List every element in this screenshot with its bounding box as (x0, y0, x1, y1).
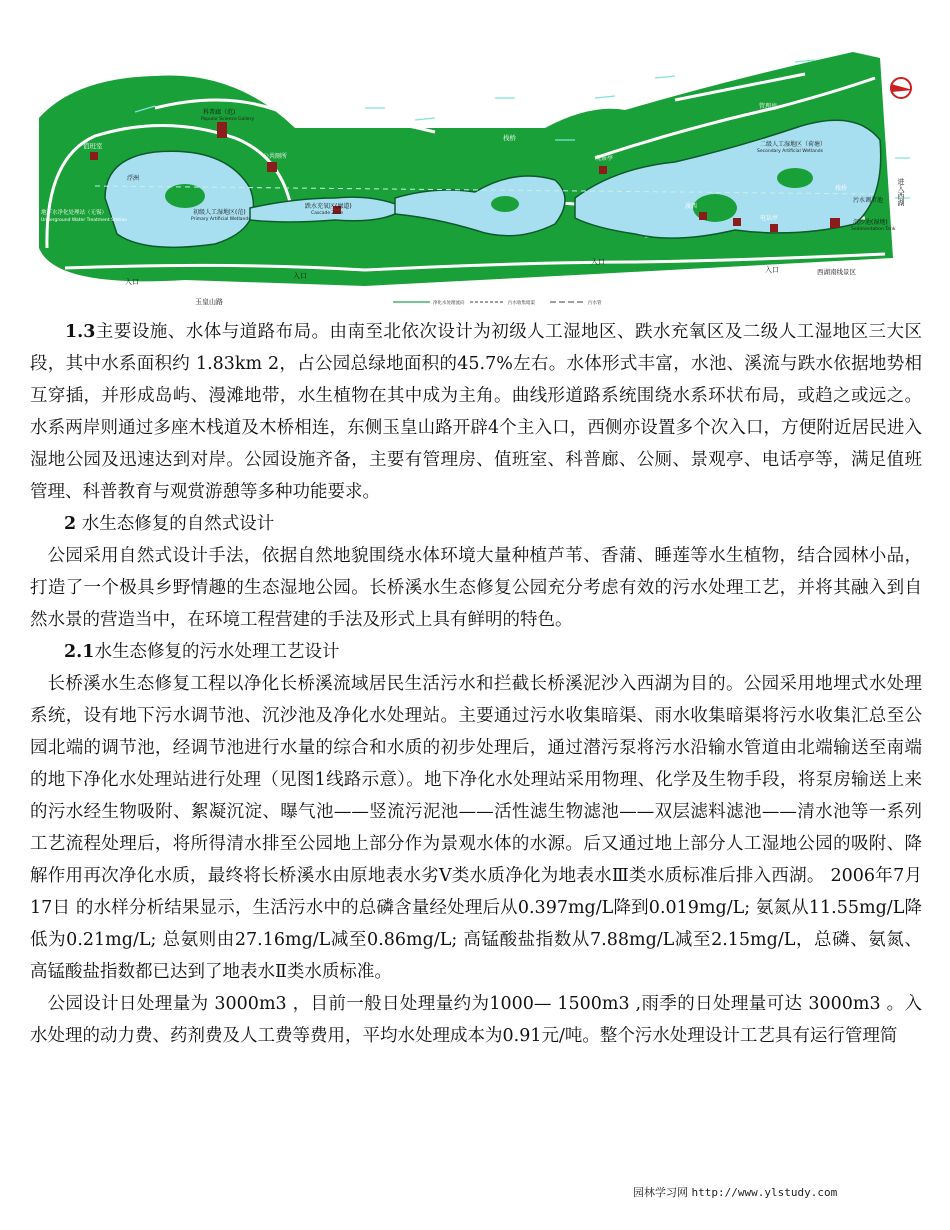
label-pond: 浮洲 (127, 175, 140, 182)
label-science-corridor-en: Popular Science Gallery (201, 117, 255, 122)
label-bridge-east: 栈桥 (835, 185, 848, 192)
label-road-south: 西湖南线景区 (817, 268, 856, 276)
label-sediment-tank-en: Sedimentation Tank (851, 227, 896, 232)
footer-site-name: 园林学习网 (633, 1186, 688, 1199)
label-secondary-wetland-en: Secondary Artificial Wetlands (757, 149, 823, 154)
legend-clean-label: 净化水处理流向 (433, 301, 465, 306)
label-primary-wetland: 初级人工湿地区(范) (193, 209, 246, 216)
label-secondary-wetland: 二级人工湿地区（荷塘） (760, 141, 827, 148)
heading-2-text: 水生态修复的自然式设计 (81, 514, 275, 534)
legend-collect-label: 污水收集暗渠 (508, 301, 535, 306)
section-1-3-text: 主要设施、水体与道路布局。由南至北依次设计为初级人工湿地区、跌水充氧区及二级人工湿地区三大区段，其中水系面积约 1.83km 2，占公园总绿地面积的45.7%左右。水体形式丰富，水池、溪流与跌水依据地势相互穿插，并形成岛屿、漫滩地带，水生植物在其中成为主角。曲线形道路系统围绕水系环状布局，或趋之或远之。水系两岸则通过多座木栈道及木桥相连，东侧玉皇山路开辟4个主入口，西侧亦设置多个次入口，方便附近居民进入湿地公园及迅速达到对岸。公园设施齐备，主要有管理房、值班室、科普廊、公厕、景观亭、电话亭等，满足值班管理、科普教育与观赏游憩等多种功能要求。 (30, 322, 922, 502)
label-entrance-west-lake: 进入西湖 (897, 178, 905, 206)
page-footer (633, 1184, 837, 1200)
heading-2-1 (30, 636, 922, 668)
label-duty-room: 值班室 (83, 142, 103, 150)
document-body (30, 316, 922, 1052)
label-bridge: 栈桥 (503, 134, 516, 142)
label-entrance-3: 入口 (591, 258, 605, 266)
paragraph-4: 公园设计日处理量为 3000m3 ，目前一般日处理量约为1000— 1500m3 ,雨季的日处理量可达 3000m3 。入水处理的动力费、药剂费及人工费等费用，平均水处理成本为0.91元/吨。整个污水处理设计工艺具有运行管理简 (30, 994, 922, 1046)
label-primary-wetland-en: Primary Artificial Wetlands (191, 217, 251, 222)
park-plan-map (35, 48, 915, 310)
label-cascade-zone-en: Cascade Zone (311, 211, 343, 216)
heading-2-number: 2 (64, 514, 77, 534)
section-1-3-paragraph (30, 316, 922, 508)
footer-url[interactable]: http://www.ylstudy.com (691, 1186, 838, 1199)
label-toilet: 公共厕所 (263, 153, 288, 160)
section-1-3-number: 1.3 (65, 322, 96, 342)
label-road-yuhuang: 玉皇山路 (195, 298, 223, 306)
label-sediment-tank: 沉沙池(湿地) (853, 219, 888, 226)
label-underground-station: 地下水净化处理站（无锡） (41, 210, 108, 216)
label-management: 管理房 (759, 103, 778, 110)
paragraph-3: 长桥溪水生态修复工程以净化长桥溪流域居民生活污水和拦截长桥溪泥沙入西湖为目的。公园采用地埋式水处理系统，设有地下污水调节池、沉沙池及净化水处理站。主要通过污水收集暗渠、雨水收集暗渠将污水收集汇总至公园北端的调节池，经调节池进行水量的综合和水质的初步处理后，通过潜污泵将污水沿输水管道由北端输送至南端的地下净化水处理站进行处理（见图1线路示意）。地下净化水处理站采用物理、化学及生物手段，将泵房输送上来的污水经生物吸附、絮凝沉淀、曝气池——竖流污泥池——活性滤生物滤池——双层滤料滤池——清水池等一系列工艺流程处理后，将所得清水排至公园地上部分作为景观水体的水源。后又通过地上部分人工湿地公园的吸附、降解作用再次净化水质，最终将长桥溪水由原地表水劣Ⅴ类水质净化为地表水Ⅲ类水质标准后排入西湖。 2006年7月17日 的水样分析结果显示，生活污水中的总磷含量经处理后从0.397mg/L降到0.019mg/L; 氨氮从11.55mg/L降低为0.21mg/L; 总氨则由27.16mg/L减至0.86mg/L; 高锰酸盐指数从7.88mg/L减至2.15mg/L，总磷、氨氮、高锰酸盐指数都已达到了地表水Ⅱ类水质标准。 (30, 674, 922, 982)
label-entrance-4: 入口 (765, 266, 779, 274)
label-hall: 渡西 (685, 203, 698, 210)
legend-sewage-label: 污水管 (588, 301, 602, 306)
label-viewing-pavilion: 观景亭 (595, 155, 614, 162)
label-cascade-zone: 跌水充氧区(廊道) (305, 203, 352, 210)
label-underground-station-en: Underground Water Treatment Station (41, 218, 127, 223)
heading-2 (30, 508, 922, 540)
label-regulating-pond: 污水调节池 (853, 197, 884, 204)
heading-2-1-number: 2.1 (64, 642, 95, 662)
label-entrance-1: 入口 (125, 278, 139, 286)
label-phone-booth: 电话亭 (760, 215, 779, 222)
label-science-corridor: 科普廊（范) (203, 109, 236, 116)
paragraph-2: 公园采用自然式设计手法，依据自然地貌围绕水体环境大量种植芦苇、香蒲、睡莲等水生植物，结合园林小品，打造了一个极具乡野情趣的生态湿地公园。长桥溪水生态修复公园充分考虑有效的污水处理工艺，并将其融入到自然水景的营造当中，在环境工程营建的手法及形式上具有鲜明的特色。 (30, 546, 922, 630)
compass-icon (891, 78, 913, 98)
label-entrance-2: 入口 (293, 272, 307, 280)
heading-2-1-text: 水生态修复的污水处理工艺设计 (94, 642, 340, 662)
